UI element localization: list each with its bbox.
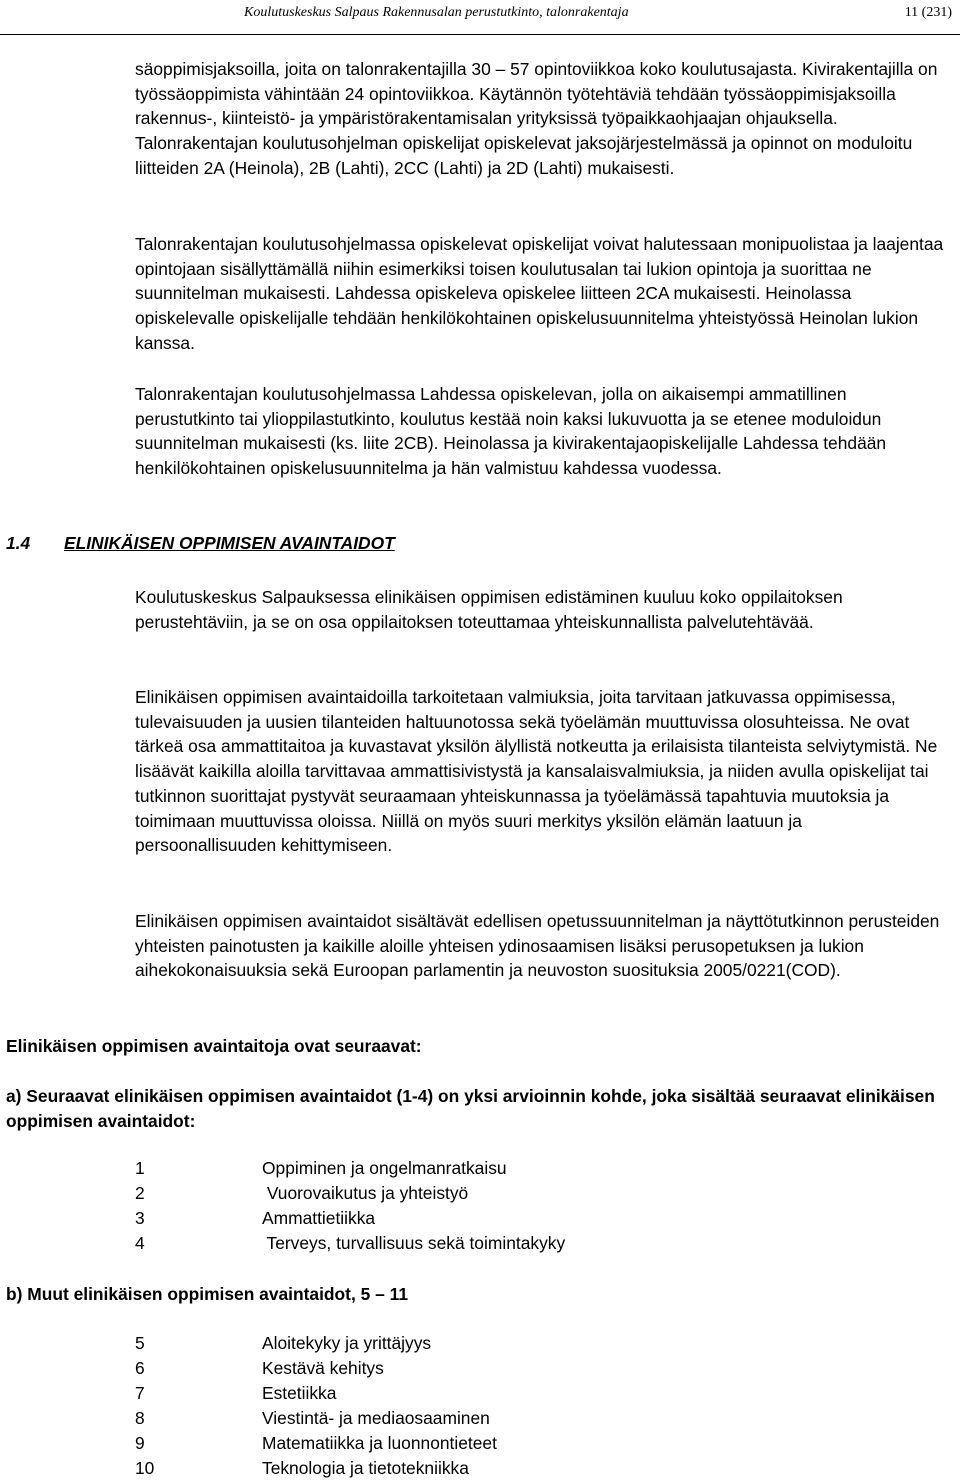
list-item-label: Ammattietiikka [262,1208,376,1228]
list-item-label: Vuorovaikutus ja yhteistyö [262,1183,469,1203]
page-number: 11 (231) [904,5,952,20]
list-item-label: Oppiminen ja ongelmanratkaisu [262,1158,507,1178]
list-item-label: Matematiikka ja luonnontieteet [262,1433,497,1453]
group-a-title: a) Seuraavat elinikäisen oppimisen avaintaidot (1-4) on yksi arvioinnin kohde, joka sisältää seuraavat elinikäisen oppimisen avaintaidot: [6,1086,935,1131]
list-item-label: Estetiikka [262,1383,337,1403]
list-item-label: Teknologia ja tietotekniikka [262,1458,469,1478]
paragraph-elective-studies: Talonrakentajan koulutusohjelmassa opiskelevat opiskelijat voivat halutessaan monipuolistaa ja laajentaa opintojaan sisällyttämällä niihin esimerkiksi toisen koulutusalan tai lukion opintoja ja suorittaa ne suunnitelman mukaisesti. Lahdessa opiskeleva opiskelee liitteen 2CA mukaisesti. Heinolassa opiskelevalle opiskelijalle tehdään henkilökohtainen opiskelusuunnitelma yhteistyössä Heinolan lukion kanssa. [135,234,944,353]
list-item-number: 4 [135,1233,145,1253]
paragraph-training-periods: säoppimisjaksoilla, joita on talonrakentajilla 30 – 57 opintoviikkoa koko koulutusajasta. Kivirakentajilla on työssäoppimista vähintään 24 opintoviikkoa. Käytännön työtehtäviä tehdään työssäoppimisjaksoilla rakennus-, kiinteistö- ja ympäristörakentamisalan yrityksissä työpaikkaohjaajan ohjauksella. Talonrakentajan koulutusohjelman opiskelijat opiskelevat jaksojärjestelmässä ja opinnot on moduloitu liitteiden 2A (Heinola), 2B (Lahti), 2CC (Lahti) ja 2D (Lahti) mukaisesti. [135,59,938,178]
section-title: ELINIKÄISEN OPPIMISEN AVAINTAIDOT [64,533,395,553]
list-item-label: Kestävä kehitys [262,1358,384,1378]
list-item-label: Aloitekyky ja yrittäjyys [262,1333,432,1353]
list-item-number: 9 [135,1433,145,1453]
section-number: 1.4 [6,533,31,553]
paragraph-key-skills-definition: Elinikäisen oppimisen avaintaidoilla tarkoitetaan valmiuksia, joita tarvitaan jatkuvassa oppimisessa, tulevaisuuden ja uusien tilanteiden haltuunotossa sekä työelämän muuttuvissa olosuhteissa. Ne ovat tärkeä osa ammattitaitoa ja kuvastavat yksilön älyllistä notkeutta ja erilaisista tilanteista selviytymistä. Ne lisäävät kaikilla aloilla tarvittavaa ammattisivistystä ja kansalaisvalmiuksia, ja niiden avulla opiskelijat tai tutkinnon suorittajat pystyvät seuraamaan yhteiskunnassa ja työelämässä tapahtuvia muutoksia ja toimimaan muuttuvissa oloissa. Niillä on myös suuri merkitys yksilön elämän laatuun ja persoonallisuuden kehittymiseen. [135,687,938,856]
header-title: Koulutuskeskus Salpaus Rakennusalan perustutkinto, talonrakentaja [244,5,629,20]
list-item-number: 7 [135,1383,145,1403]
group-b-title: b) Muut elinikäisen oppimisen avaintaidot, 5 – 11 [6,1284,409,1304]
list-item-label: Viestintä- ja mediaosaaminen [262,1408,490,1428]
section-heading [6,531,395,555]
list-item-number: 6 [135,1358,145,1378]
list-item-number: 3 [135,1208,145,1228]
paragraph-key-skills-content: Elinikäisen oppimisen avaintaidot sisältävät edellisen opetussuunnitelman ja näyttötutkinnon perusteiden yhteisten painotusten ja kaikille aloille yhteisen ydinosaamisen lisäksi perusopetuksen ja lukion aihekokonaisuuksia sekä Euroopan parlamentin ja neuvoston suosituksia 2005/0221(COD). [135,911,940,981]
paragraph-lifelong-learning-intro: Koulutuskeskus Salpauksessa elinikäisen oppimisen edistäminen kuuluu koko oppilaitoksen perustehtäviin, ja se on osa oppilaitoksen toteuttamaa yhteiskunnallista palvelutehtävää. [135,587,843,632]
list-item-number: 5 [135,1333,145,1353]
list-item-label: Terveys, turvallisuus sekä toimintakyky [262,1233,566,1253]
list-item-number: 1 [135,1158,145,1178]
key-skills-heading: Elinikäisen oppimisen avaintaitoja ovat seuraavat: [6,1036,422,1056]
paragraph-prior-degree: Talonrakentajan koulutusohjelmassa Lahdessa opiskelevan, jolla on aikaisempi ammatillinen perustutkinto tai ylioppilastutkinto, koulutus kestää noin kaksi lukuvuotta ja se etenee moduloidun suunnitelman mukaisesti (ks. liite 2CB). Heinolassa ja kivirakentajaopiskelijalle Lahdessa tehdään henkilökohtainen opiskelusuunnitelma ja hän valmistuu kahdessa vuodessa. [135,384,887,479]
list-item-number: 8 [135,1408,145,1428]
list-item-number: 10 [135,1458,155,1478]
list-item-number: 2 [135,1183,145,1203]
page-header [0,0,960,35]
